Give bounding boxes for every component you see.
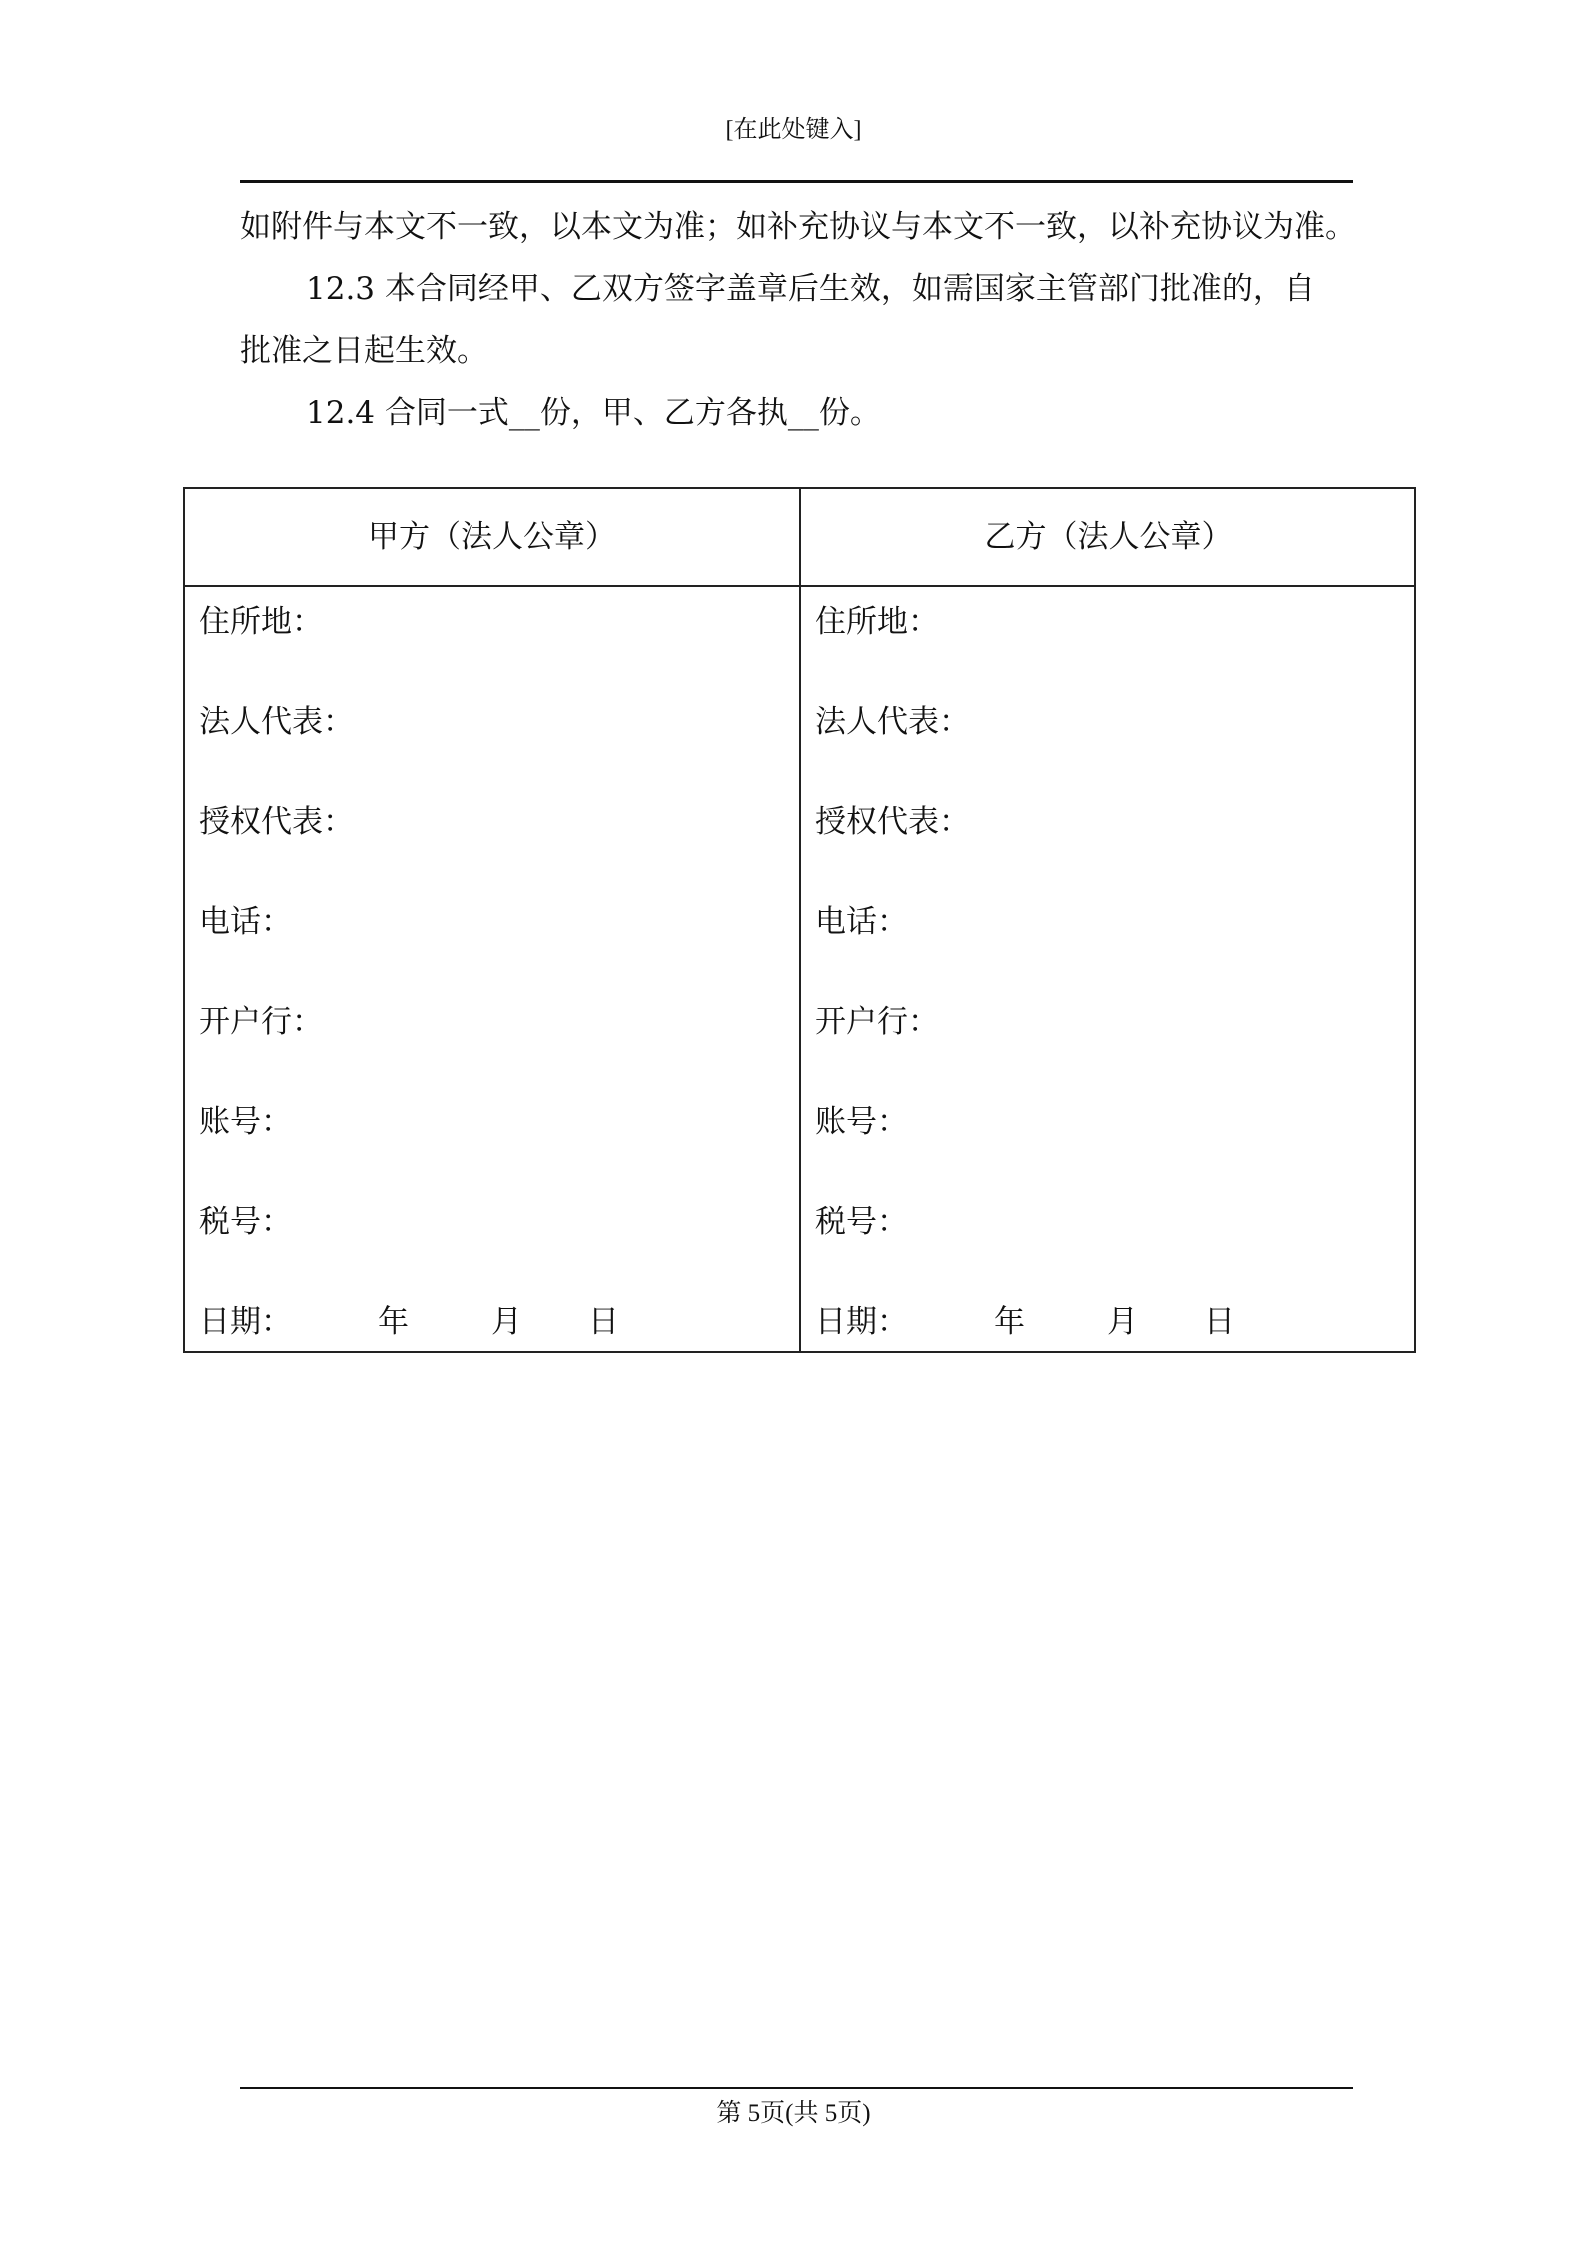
party-a-address-label: 住所地： (199, 604, 323, 640)
header-divider (240, 180, 1353, 183)
party-a-phone-label: 电话： (199, 904, 292, 940)
party-a-heading: 甲方（法人公章） (185, 489, 799, 587)
paragraph-clause-12-3-continued: 批准之日起生效。 (240, 333, 488, 369)
footer-divider (240, 2087, 1353, 2089)
party-b-date-day: 日 (1204, 1304, 1235, 1340)
page-number: 第 5页(共 5页) (716, 2100, 871, 2127)
party-a-date-year: 年 (378, 1304, 409, 1340)
party-a-legal-rep-label: 法人代表： (199, 704, 354, 740)
party-a-authorized-rep-label: 授权代表： (199, 804, 354, 840)
party-a-bank-label: 开户行： (199, 1004, 323, 1040)
party-a-column (185, 489, 801, 1351)
party-b-heading: 乙方（法人公章） (801, 489, 1416, 587)
party-a-account-label: 账号： (199, 1104, 292, 1140)
party-b-authorized-rep-label: 授权代表： (815, 804, 970, 840)
signature-table (183, 487, 1416, 1353)
party-a-tax-id-label: 税号： (199, 1204, 292, 1240)
party-b-legal-rep-label: 法人代表： (815, 704, 970, 740)
party-b-tax-id-label: 税号： (815, 1204, 908, 1240)
party-a-date-label: 日期： (199, 1304, 292, 1340)
party-b-date-year: 年 (994, 1304, 1025, 1340)
paragraph-attachment-precedence: 如附件与本文不一致，以本文为准；如补充协议与本文不一致，以补充协议为准。 (240, 209, 1356, 245)
party-a-date-day: 日 (588, 1304, 619, 1340)
party-b-account-label: 账号： (815, 1104, 908, 1140)
party-b-date-label: 日期： (815, 1304, 908, 1340)
party-b-date-month: 月 (1107, 1304, 1138, 1340)
header-placeholder[interactable]: [在此处键入] (725, 117, 862, 143)
party-a-date-month: 月 (491, 1304, 522, 1340)
party-b-address-label: 住所地： (815, 604, 939, 640)
party-b-phone-label: 电话： (815, 904, 908, 940)
party-b-bank-label: 开户行： (815, 1004, 939, 1040)
paragraph-clause-12-3: 12.3 本合同经甲、乙双方签字盖章后生效，如需国家主管部门批准的，自 (306, 271, 1315, 307)
paragraph-clause-12-4: 12.4 合同一式__份，甲、乙方各执__份。 (306, 395, 881, 431)
party-b-column (801, 489, 1416, 1351)
